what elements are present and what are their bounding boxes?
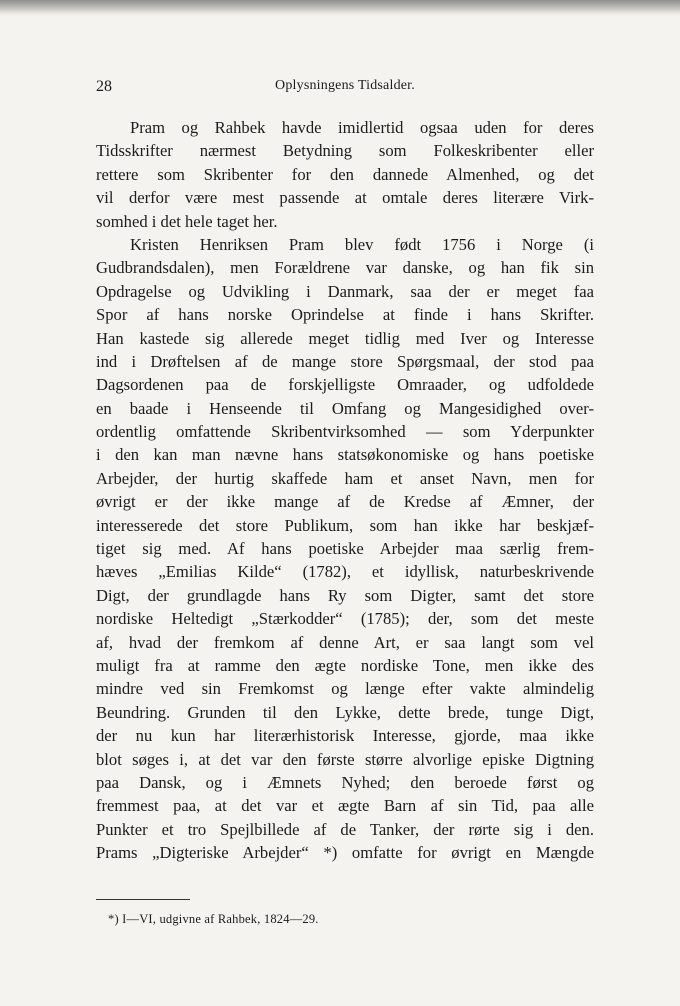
- footnote-divider: [96, 899, 190, 900]
- text-line: tiget sig med. Af hans poetiske Arbejder maa særlig frem-: [96, 539, 594, 559]
- text-line: der nu kun har literærhistorisk Interesse, gjorde, maa ikke: [96, 726, 594, 746]
- body-text: [96, 116, 594, 865]
- text-line: muligt fra at ramme den ægte nordiske Tone, men ikke des: [96, 655, 594, 675]
- text-line: mindre ved sin Fremkomst og længe efter vakte almindelig: [96, 679, 594, 699]
- text-line: øvrigt er der ikke mange af de Kredse af Æmner, der: [96, 492, 594, 512]
- text-line: i den kan man nævne hans statsøkonomiske og hans poetiske: [96, 445, 594, 465]
- text-line: Beundring. Grunden til den Lykke, dette brede, tunge Digt,: [96, 702, 594, 722]
- text-line: somhed i det hele taget her.: [96, 211, 278, 231]
- text-line: en baade i Henseende til Omfang og Mangesidighed over-: [96, 398, 594, 418]
- text-line: af, hvad der fremkom af denne Art, er saa langt som vel: [96, 632, 594, 652]
- text-line: Opdragelse og Udvikling i Danmark, saa der er meget faa: [96, 281, 594, 301]
- text-line: Spor af hans norske Oprindelse at finde i hans Skrifter.: [96, 305, 594, 325]
- text-line: Digt, der grundlagde hans Ry som Digter, samt det store: [96, 585, 594, 605]
- text-line: Punkter et tro Spejlbillede af de Tanker, der rørte sig i den.: [96, 819, 594, 839]
- running-title: Oplysningens Tidsalder.: [275, 78, 415, 93]
- page-number: 28: [96, 78, 112, 95]
- text-line: ind i Drøftelsen af de mange store Spørgsmaal, der stod paa: [96, 351, 594, 371]
- text-line: Pram og Rahbek havde imidlertid ogsaa uden for deres: [130, 118, 594, 137]
- text-line: vil derfor være mest passende at omtale deres literære Virk-: [96, 188, 594, 208]
- scan-shadow-edge: [0, 0, 680, 16]
- text-line: Prams „Digteriske Arbejder“ *) omfatte for øvrigt en Mængde: [96, 843, 594, 863]
- text-line: Dagsordenen paa de forskjelligste Omraader, og udfoldede: [96, 375, 594, 395]
- text-line: fremmest paa, at det var et ægte Barn af sin Tid, paa alle: [96, 796, 594, 816]
- footnote: *) I—VI, udgivne af Rahbek, 1824—29.: [108, 912, 319, 926]
- text-line: ordentlig omfattende Skribentvirksomhed — som Yderpunkter: [96, 422, 594, 442]
- page-header: [96, 78, 594, 98]
- text-line: Gudbrandsdalen), men Forældrene var danske, og han fik sin: [96, 258, 594, 278]
- text-line: Han kastede sig allerede meget tidlig med Iver og Interesse: [96, 328, 594, 348]
- text-line: rettere som Skribenter for den dannede Almenhed, og det: [96, 164, 594, 184]
- text-line: Tidsskrifter nærmest Betydning som Folkeskribenter eller: [96, 141, 594, 161]
- text-line: hæves „Emilias Kilde“ (1782), et idyllisk, naturbeskrivende: [96, 562, 594, 582]
- text-line: blot søges i, at det var den første større alvorlige episke Digtning: [96, 749, 594, 769]
- text-line: Kristen Henriksen Pram blev født 1756 i Norge (i: [130, 234, 594, 254]
- text-line: nordiske Heltedigt „Stærkodder“ (1785); der, som det meste: [96, 609, 594, 629]
- text-line: interesserede det store Publikum, som han ikke har beskjæf-: [96, 515, 594, 535]
- text-line: paa Dansk, og i Æmnets Nyhed; den beroede først og: [96, 772, 594, 792]
- text-line: Arbejder, der hurtig skaffede ham et anset Navn, men for: [96, 468, 594, 488]
